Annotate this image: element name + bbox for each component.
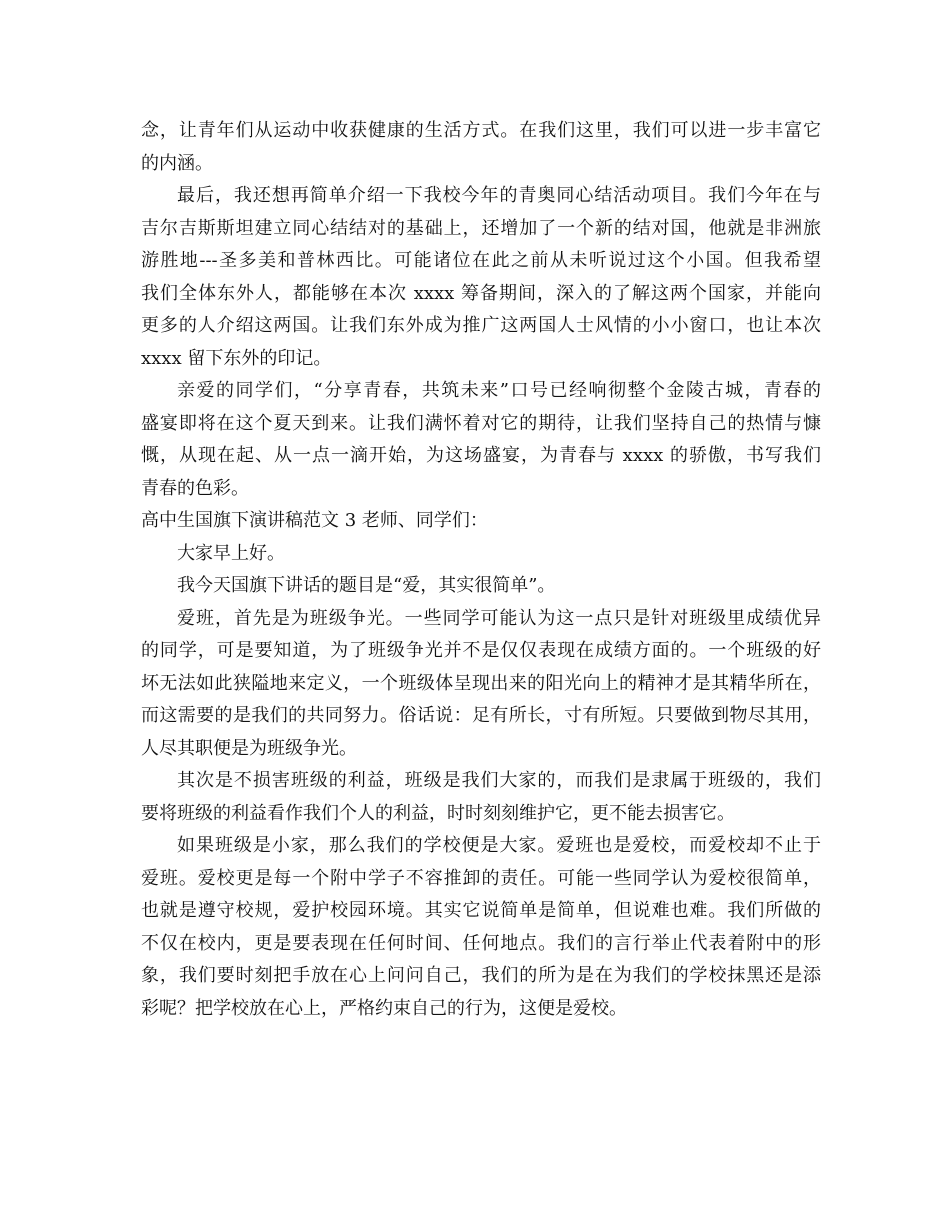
text-line: 人尽其职便是为班级争光。 (141, 737, 357, 759)
text-line: 慨，从现在起、从一点一滴开始，为这场盛宴，为青春与 xxxx 的骄傲，书写我们 (141, 445, 821, 466)
text-line: 象，我们要时刻把手放在心上问问自己，我们的所为是在为我们的学校抹黑还是添 (141, 965, 821, 986)
text-line: 爱班。爱校更是每一个附中学子不容推卸的责任。可能一些同学认为爱校很简单， (141, 867, 821, 889)
document-body (141, 115, 821, 1025)
text-line: 盛宴即将在这个夏天到来。让我们满怀着对它的期待，让我们坚持自己的热情与慷 (141, 412, 821, 434)
text-line: 亲爱的同学们，“分享青春，共筑未来”口号已经响彻整个金陵古城，青春的 (177, 380, 821, 401)
text-line: 彩呢？把学校放在心上，严格约束自己的行为，这便是爱校。 (141, 997, 627, 1019)
text-line: 的内涵。 (141, 152, 213, 174)
text-line: 而这需要的是我们的共同努力。俗话说：足有所长，寸有所短。只要做到物尽其用， (141, 705, 821, 726)
text-line: 最后，我还想再简单介绍一下我校今年的青奥同心结活动项目。我们今年在与 (177, 185, 821, 206)
text-line: 爱班，首先是为班级争光。一些同学可能认为这一点只是针对班级里成绩优异 (177, 607, 821, 629)
text-line: 高中生国旗下演讲稿范文 3 老师、同学们： (141, 510, 488, 531)
text-line: 我今天国旗下讲话的题目是“爱，其实很简单”。 (177, 575, 556, 596)
text-line: 不仅在校内，更是要表现在任何时间、任何地点。我们的言行举止代表着附中的形 (141, 932, 821, 954)
text-line: 念，让青年们从运动中收获健康的生活方式。在我们这里，我们可以进一步丰富它 (141, 120, 821, 141)
text-line: 大家早上好。 (177, 542, 285, 564)
text-line: 的同学，可是要知道，为了班级争光并不是仅仅表现在成绩方面的。一个班级的好 (141, 640, 821, 661)
text-line: 游胜地---圣多美和普林西比。可能诸位在此之前从未听说过这个小国。但我希望 (141, 250, 821, 271)
text-line: 更多的人介绍这两国。让我们东外成为推广这两国人士风情的小小窗口，也让本次 (141, 315, 821, 336)
text-line: xxxx 留下东外的印记。 (141, 347, 332, 369)
text-line: 如果班级是小家，那么我们的学校便是大家。爱班也是爱校，而爱校却不止于 (177, 835, 821, 856)
text-line: 要将班级的利益看作我们个人的利益，时时刻刻维护它，更不能去损害它。 (141, 802, 735, 824)
text-line: 我们全体东外人，都能够在本次 xxxx 筹备期间，深入的了解这两个国家，并能向 (141, 282, 821, 304)
text-line: 青春的色彩。 (141, 477, 249, 499)
text-line: 坏无法如此狭隘地来定义，一个班级体呈现出来的阳光向上的精神才是其精华所在， (141, 672, 821, 694)
text-line: 其次是不损害班级的利益，班级是我们大家的，而我们是隶属于班级的，我们 (177, 770, 821, 791)
text-line: 吉尔吉斯斯坦建立同心结结对的基础上，还增加了一个新的结对国，他就是非洲旅 (141, 217, 821, 239)
text-line: 也就是遵守校规，爱护校园环境。其实它说简单是简单，但说难也难。我们所做的 (141, 900, 821, 921)
